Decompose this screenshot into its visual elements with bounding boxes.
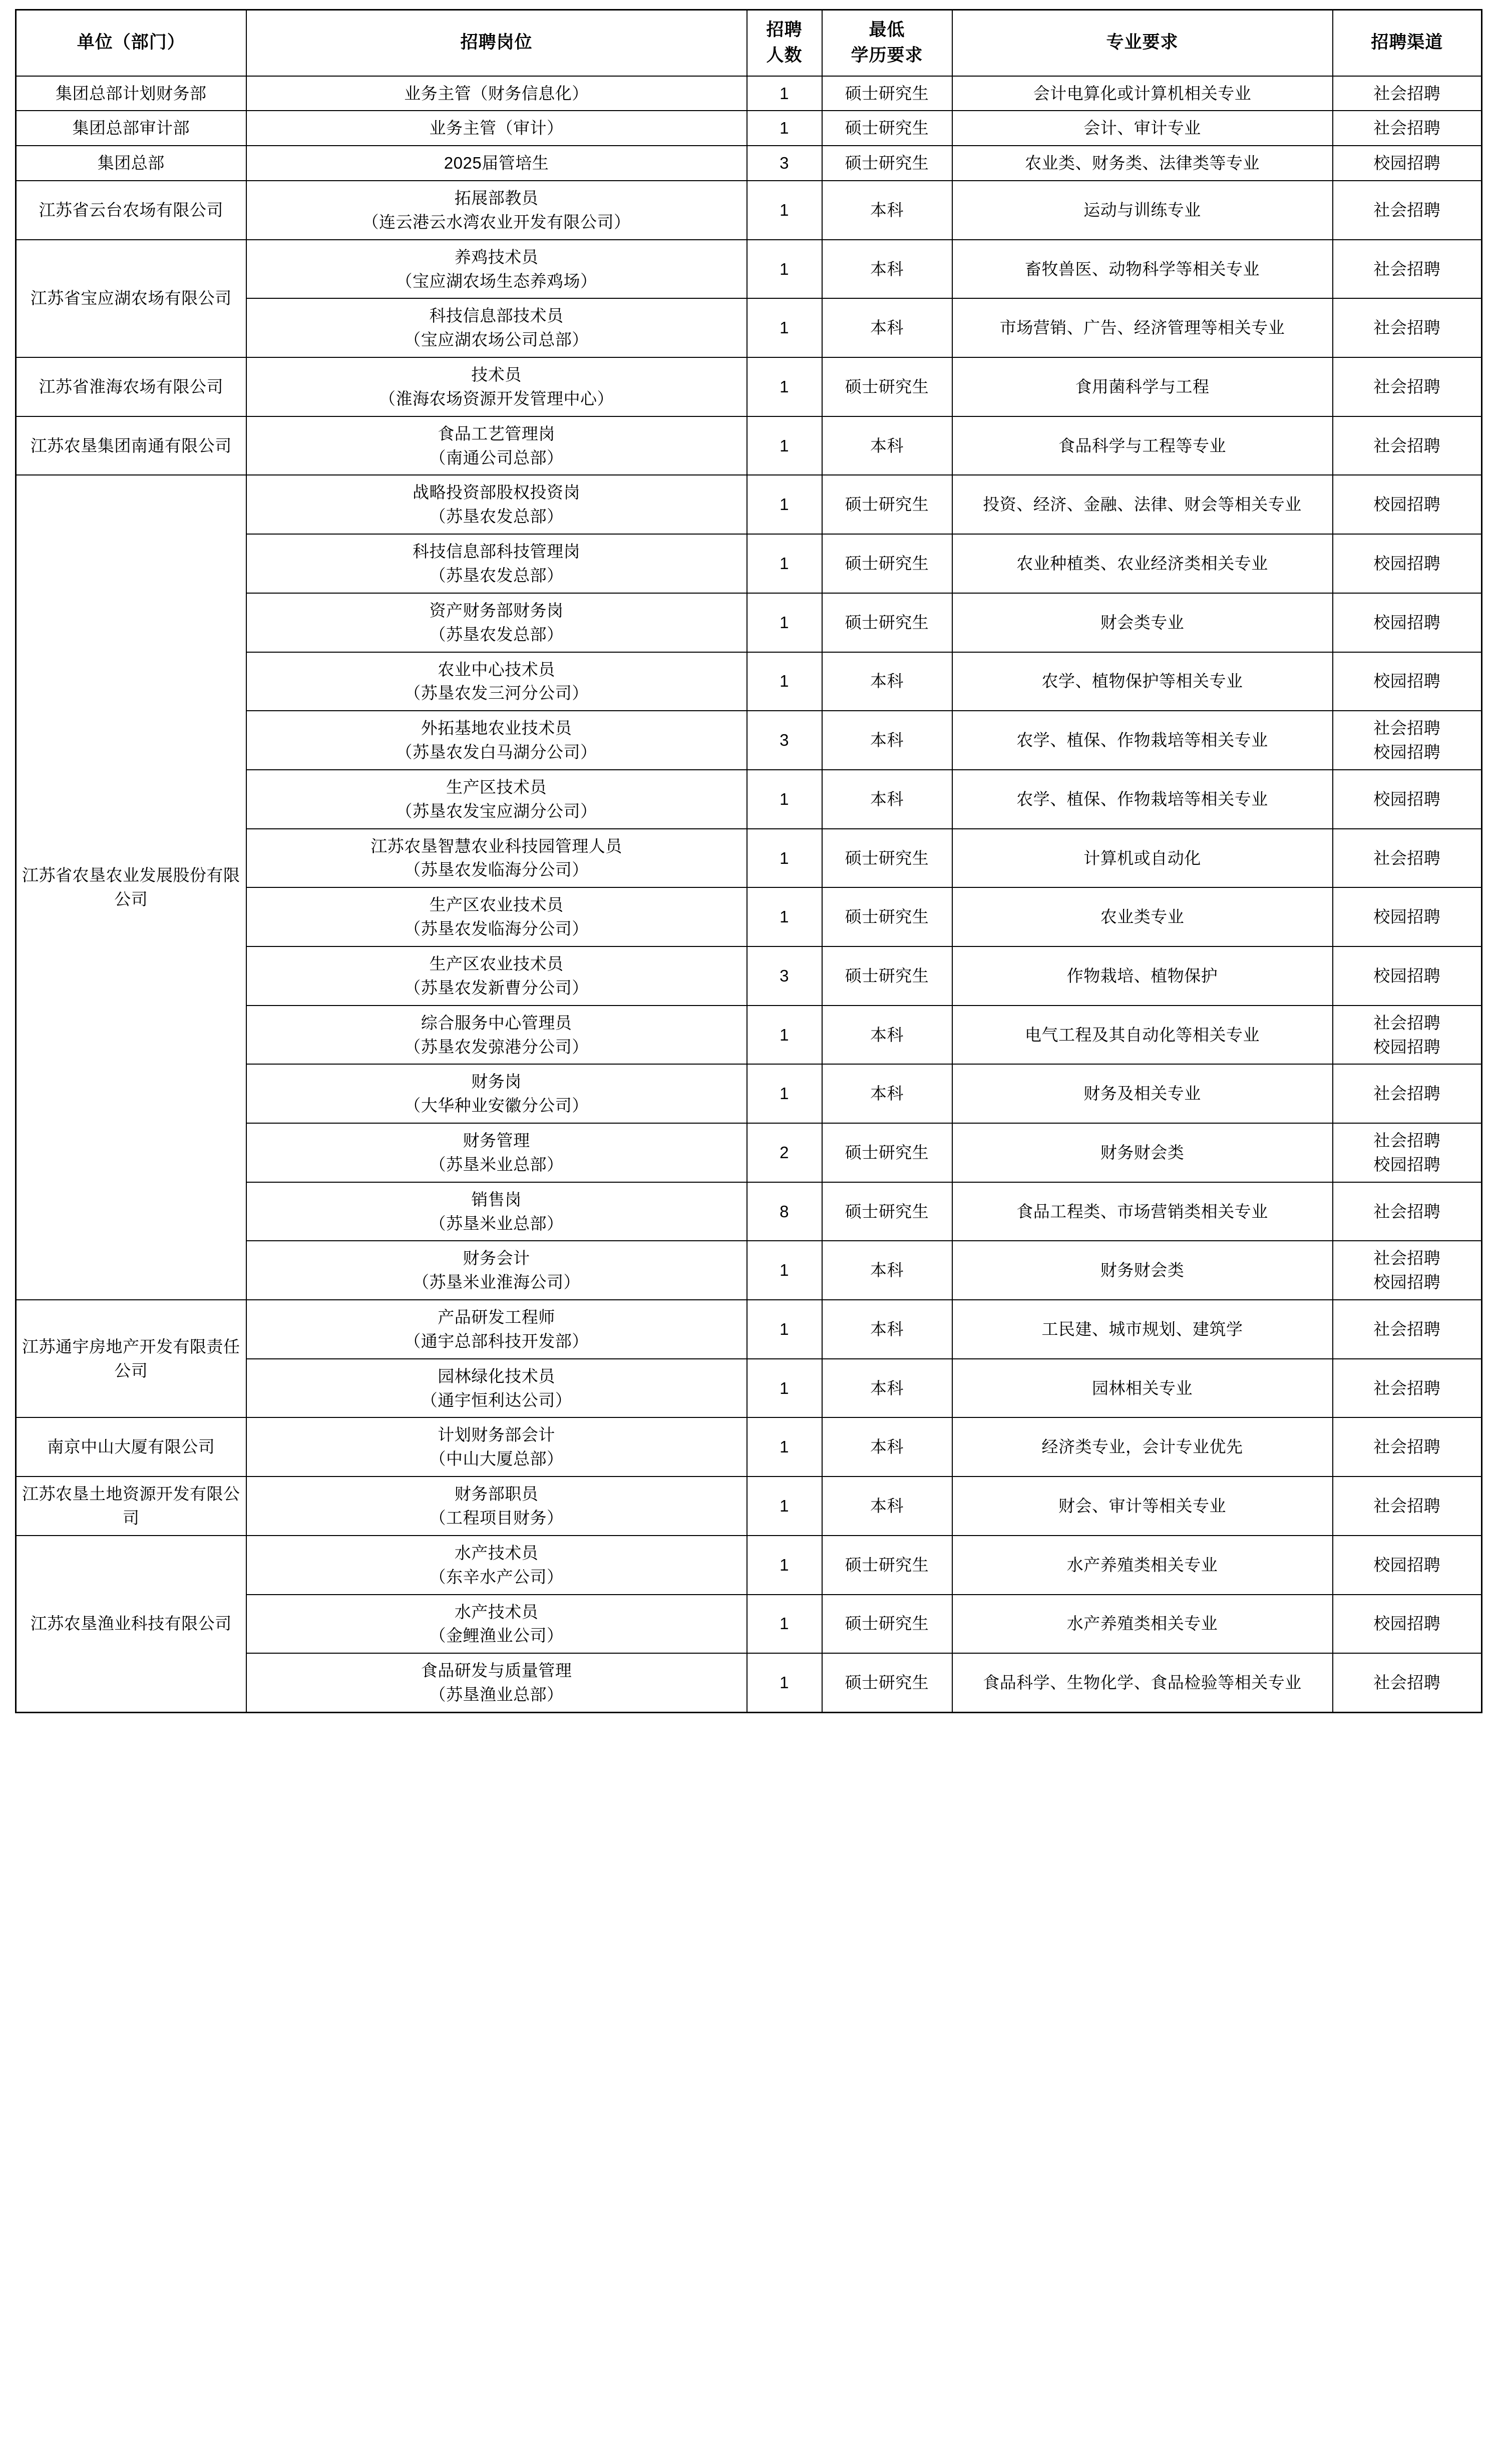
- cell-unit: 江苏农垦集团南通有限公司: [16, 416, 246, 475]
- cell-major: 运动与训练专业: [952, 181, 1333, 240]
- cell-channel: [1333, 1476, 1482, 1536]
- cell-major: 农业种植类、农业经济类相关专业: [952, 534, 1333, 593]
- post-title: 水产技术员: [454, 1602, 539, 1621]
- post-department: （苏垦农发总部）: [429, 507, 564, 526]
- cell-count: 1: [747, 829, 822, 888]
- cell-unit: 南京中山大厦有限公司: [16, 1417, 246, 1476]
- post-department: （苏垦农发临海分公司）: [404, 919, 589, 938]
- cell-count: 1: [747, 240, 822, 299]
- cell-post: [246, 357, 747, 416]
- post-title: 业务主管（财务信息化）: [404, 84, 589, 103]
- channel-line: 社会招聘: [1373, 259, 1441, 278]
- channel-line: 社会招聘: [1373, 1378, 1441, 1397]
- channel-line: 校园招聘: [1373, 1037, 1441, 1056]
- channel-line: 社会招聘: [1373, 1320, 1441, 1339]
- cell-channel: [1333, 416, 1482, 475]
- post-department: （宝应湖农场公司总部）: [404, 330, 589, 349]
- cell-major: 投资、经济、金融、法律、财会等相关专业: [952, 475, 1333, 534]
- column-header-unit: 单位（部门）: [16, 10, 246, 76]
- cell-education: 硕士研究生: [822, 76, 952, 111]
- cell-count: 1: [747, 1064, 822, 1123]
- cell-count: 3: [747, 946, 822, 1006]
- channel-line: 校园招聘: [1373, 554, 1441, 573]
- cell-major: 农学、植保、作物栽培等相关专业: [952, 711, 1333, 770]
- channel-line: 校园招聘: [1373, 613, 1441, 632]
- cell-channel: [1333, 1417, 1482, 1476]
- channel-line: 社会招聘: [1373, 1673, 1441, 1692]
- post-department: （苏垦米业总部）: [429, 1214, 564, 1233]
- post-title: 财务会计: [463, 1249, 530, 1268]
- cell-education: 本科: [822, 1476, 952, 1536]
- table-header: [16, 10, 1482, 76]
- table-row: [16, 1536, 1482, 1595]
- cell-channel: [1333, 146, 1482, 181]
- post-department: （苏垦米业淮海公司）: [413, 1273, 580, 1292]
- post-department: （通宇总部科技开发部）: [404, 1331, 589, 1350]
- channel-line: 社会招聘: [1373, 436, 1441, 455]
- post-department: （苏垦农发三河分公司）: [404, 684, 589, 703]
- channel-line: 校园招聘: [1373, 966, 1441, 985]
- cell-count: 1: [747, 1417, 822, 1476]
- table-row: [16, 181, 1482, 240]
- cell-major: 园林相关专业: [952, 1359, 1333, 1418]
- post-department: （苏垦农发总部）: [429, 625, 564, 644]
- cell-education: 本科: [822, 1006, 952, 1065]
- column-header-post: 招聘岗位: [246, 10, 747, 76]
- channel-line: 社会招聘: [1373, 1202, 1441, 1221]
- channel-line: 校园招聘: [1373, 1273, 1441, 1292]
- table-row: [16, 76, 1482, 111]
- post-department: （金鲤渔业公司）: [429, 1626, 564, 1645]
- cell-major: 水产养殖类相关专业: [952, 1595, 1333, 1654]
- cell-education: 硕士研究生: [822, 946, 952, 1006]
- cell-channel: [1333, 475, 1482, 534]
- cell-unit: 集团总部: [16, 146, 246, 181]
- cell-major: 食品工程类、市场营销类相关专业: [952, 1182, 1333, 1241]
- post-department: （苏垦农发总部）: [429, 566, 564, 585]
- cell-channel: [1333, 111, 1482, 146]
- cell-education: 本科: [822, 240, 952, 299]
- post-title: 农业中心技术员: [438, 660, 555, 679]
- column-header-education: [822, 10, 952, 76]
- cell-unit: 集团总部计划财务部: [16, 76, 246, 111]
- cell-post: [246, 416, 747, 475]
- post-title: 水产技术员: [454, 1543, 539, 1562]
- post-department: （中山大厦总部）: [429, 1449, 564, 1468]
- post-title: 江苏农垦智慧农业科技园管理人员: [370, 836, 622, 855]
- post-title: 生产区技术员: [446, 777, 547, 796]
- cell-unit: 江苏省淮海农场有限公司: [16, 357, 246, 416]
- cell-major: 财会、审计等相关专业: [952, 1476, 1333, 1536]
- table-header-row: [16, 10, 1482, 76]
- table-row: [16, 357, 1482, 416]
- cell-post: [246, 946, 747, 1006]
- cell-major: 电气工程及其自动化等相关专业: [952, 1006, 1333, 1065]
- cell-major: 食品科学与工程等专业: [952, 416, 1333, 475]
- cell-post: [246, 76, 747, 111]
- cell-education: 硕士研究生: [822, 146, 952, 181]
- cell-major: 农学、植保、作物栽培等相关专业: [952, 770, 1333, 829]
- column-header-education-line1: 最低: [869, 20, 905, 40]
- channel-line: 校园招聘: [1373, 743, 1441, 762]
- cell-education: 本科: [822, 1417, 952, 1476]
- post-department: （苏垦农发新曹分公司）: [404, 978, 589, 997]
- cell-major: 农学、植物保护等相关专业: [952, 652, 1333, 711]
- post-title: 2025届管培生: [444, 154, 549, 173]
- cell-channel: [1333, 1182, 1482, 1241]
- channel-line: 社会招聘: [1373, 1013, 1441, 1032]
- cell-education: 硕士研究生: [822, 829, 952, 888]
- cell-count: 1: [747, 181, 822, 240]
- cell-major: 食品科学、生物化学、食品检验等相关专业: [952, 1653, 1333, 1712]
- cell-count: 1: [747, 111, 822, 146]
- cell-education: 硕士研究生: [822, 1182, 952, 1241]
- cell-count: 1: [747, 534, 822, 593]
- cell-education: 硕士研究生: [822, 1653, 952, 1712]
- post-department: （连云港云水湾农业开发有限公司）: [362, 212, 631, 231]
- cell-count: 1: [747, 475, 822, 534]
- channel-line: 社会招聘: [1373, 1497, 1441, 1516]
- table-row: [16, 416, 1482, 475]
- post-title: 科技信息部技术员: [429, 306, 564, 325]
- cell-major: 作物栽培、植物保护: [952, 946, 1333, 1006]
- cell-post: [246, 181, 747, 240]
- cell-channel: [1333, 240, 1482, 299]
- cell-count: 3: [747, 711, 822, 770]
- cell-post: [246, 146, 747, 181]
- cell-major: 市场营销、广告、经济管理等相关专业: [952, 298, 1333, 357]
- cell-count: 1: [747, 1241, 822, 1300]
- cell-channel: [1333, 1359, 1482, 1418]
- channel-line: 校园招聘: [1373, 1555, 1441, 1574]
- cell-unit: 江苏省宝应湖农场有限公司: [16, 240, 246, 357]
- cell-post: [246, 593, 747, 652]
- channel-line: 社会招聘: [1373, 848, 1441, 867]
- cell-post: [246, 1653, 747, 1712]
- cell-education: 硕士研究生: [822, 593, 952, 652]
- cell-count: 3: [747, 146, 822, 181]
- cell-post: [246, 1300, 747, 1359]
- post-department: （苏垦农发临海分公司）: [404, 860, 589, 879]
- cell-education: 本科: [822, 1241, 952, 1300]
- cell-major: 农业类专业: [952, 887, 1333, 946]
- channel-line: 社会招聘: [1373, 119, 1441, 138]
- channel-line: 社会招聘: [1373, 318, 1441, 337]
- cell-channel: [1333, 76, 1482, 111]
- channel-line: 社会招聘: [1373, 377, 1441, 396]
- cell-channel: [1333, 652, 1482, 711]
- cell-post: [246, 1595, 747, 1654]
- post-title: 财务部职员: [454, 1485, 539, 1504]
- cell-education: 硕士研究生: [822, 111, 952, 146]
- cell-post: [246, 887, 747, 946]
- channel-line: 校园招聘: [1373, 1614, 1441, 1633]
- cell-count: 1: [747, 593, 822, 652]
- cell-education: 硕士研究生: [822, 887, 952, 946]
- cell-count: 1: [747, 1476, 822, 1536]
- cell-count: 1: [747, 887, 822, 946]
- cell-unit: 江苏通宇房地产开发有限责任公司: [16, 1300, 246, 1417]
- cell-education: 本科: [822, 416, 952, 475]
- post-department: （苏垦农发白马湖分公司）: [396, 743, 597, 762]
- table-body: [16, 76, 1482, 1713]
- cell-channel: [1333, 1536, 1482, 1595]
- cell-major: 经济类专业，会计专业优先: [952, 1417, 1333, 1476]
- cell-channel: [1333, 887, 1482, 946]
- recruitment-table: [15, 9, 1482, 1713]
- column-header-channel: 招聘渠道: [1333, 10, 1482, 76]
- table-row: [16, 1300, 1482, 1359]
- column-header-education-line2: 学历要求: [851, 45, 923, 65]
- post-department: （大华种业安徽分公司）: [404, 1096, 589, 1115]
- cell-education: 本科: [822, 1064, 952, 1123]
- cell-post: [246, 1536, 747, 1595]
- channel-line: 社会招聘: [1373, 1437, 1441, 1456]
- cell-post: [246, 1006, 747, 1065]
- table-row: [16, 146, 1482, 181]
- post-title: 食品研发与质量管理: [421, 1661, 572, 1680]
- cell-count: 1: [747, 1359, 822, 1418]
- cell-post: [246, 770, 747, 829]
- cell-major: 农业类、财务类、法律类等专业: [952, 146, 1333, 181]
- post-title: 食品工艺管理岗: [438, 424, 555, 443]
- cell-major: 会计、审计专业: [952, 111, 1333, 146]
- cell-count: 2: [747, 1123, 822, 1182]
- cell-post: [246, 1123, 747, 1182]
- cell-major: 食用菌科学与工程: [952, 357, 1333, 416]
- cell-count: 1: [747, 298, 822, 357]
- cell-major: 会计电算化或计算机相关专业: [952, 76, 1333, 111]
- post-title: 外拓基地农业技术员: [421, 719, 572, 738]
- cell-channel: [1333, 357, 1482, 416]
- post-title: 拓展部教员: [454, 189, 539, 208]
- cell-count: 1: [747, 770, 822, 829]
- cell-channel: [1333, 298, 1482, 357]
- post-department: （东辛水产公司）: [429, 1567, 564, 1586]
- post-title: 生产区农业技术员: [429, 895, 564, 914]
- post-title: 科技信息部科技管理岗: [413, 542, 580, 561]
- cell-unit: 江苏省农垦农业发展股份有限公司: [16, 475, 246, 1300]
- cell-channel: [1333, 1241, 1482, 1300]
- post-title: 养鸡技术员: [454, 247, 539, 266]
- cell-unit: 集团总部审计部: [16, 111, 246, 146]
- cell-count: 1: [747, 1536, 822, 1595]
- cell-unit: 江苏省云台农场有限公司: [16, 181, 246, 240]
- cell-count: 1: [747, 1006, 822, 1065]
- cell-education: 本科: [822, 1300, 952, 1359]
- post-title: 资产财务部财务岗: [429, 601, 564, 620]
- cell-channel: [1333, 1595, 1482, 1654]
- cell-major: 工民建、城市规划、建筑学: [952, 1300, 1333, 1359]
- cell-post: [246, 1476, 747, 1536]
- post-department: （苏垦农发弶港分公司）: [404, 1037, 589, 1056]
- cell-count: 1: [747, 1595, 822, 1654]
- cell-channel: [1333, 829, 1482, 888]
- cell-channel: [1333, 1300, 1482, 1359]
- cell-channel: [1333, 711, 1482, 770]
- cell-post: [246, 1417, 747, 1476]
- table-row: [16, 475, 1482, 534]
- post-department: （苏垦渔业总部）: [429, 1685, 564, 1704]
- cell-channel: [1333, 593, 1482, 652]
- cell-channel: [1333, 1006, 1482, 1065]
- cell-major: 计算机或自动化: [952, 829, 1333, 888]
- cell-channel: [1333, 534, 1482, 593]
- post-title: 业务主管（审计）: [429, 119, 564, 138]
- cell-channel: [1333, 1064, 1482, 1123]
- table-row: [16, 1476, 1482, 1536]
- post-department: （淮海农场资源开发管理中心）: [379, 389, 614, 408]
- post-title: 计划财务部会计: [438, 1425, 555, 1444]
- cell-education: 硕士研究生: [822, 475, 952, 534]
- cell-count: 1: [747, 652, 822, 711]
- post-department: （苏垦米业总部）: [429, 1155, 564, 1174]
- table-row: [16, 1417, 1482, 1476]
- cell-post: [246, 534, 747, 593]
- cell-major: 水产养殖类相关专业: [952, 1536, 1333, 1595]
- cell-education: 硕士研究生: [822, 1536, 952, 1595]
- table-row: [16, 111, 1482, 146]
- cell-channel: [1333, 946, 1482, 1006]
- cell-channel: [1333, 1123, 1482, 1182]
- post-department: （通宇恒利达公司）: [421, 1390, 572, 1409]
- post-department: （宝应湖农场生态养鸡场）: [396, 271, 597, 290]
- cell-post: [246, 711, 747, 770]
- post-title: 综合服务中心管理员: [421, 1013, 572, 1032]
- channel-line: 社会招聘: [1373, 1131, 1441, 1150]
- post-title: 园林绿化技术员: [438, 1366, 555, 1385]
- cell-count: 1: [747, 416, 822, 475]
- cell-post: [246, 475, 747, 534]
- post-title: 财务管理: [463, 1131, 530, 1150]
- post-department: （南通公司总部）: [429, 448, 564, 467]
- post-title: 战略投资部股权投资岗: [413, 483, 580, 502]
- cell-post: [246, 1064, 747, 1123]
- channel-line: 社会招聘: [1373, 719, 1441, 738]
- cell-channel: [1333, 181, 1482, 240]
- post-department: （工程项目财务）: [429, 1509, 564, 1527]
- cell-major: 畜牧兽医、动物科学等相关专业: [952, 240, 1333, 299]
- channel-line: 校园招聘: [1373, 1155, 1441, 1174]
- column-header-count: [747, 10, 822, 76]
- post-title: 生产区农业技术员: [429, 954, 564, 973]
- cell-education: 本科: [822, 298, 952, 357]
- cell-major: 财务财会类: [952, 1241, 1333, 1300]
- table-row: [16, 240, 1482, 299]
- cell-education: 本科: [822, 770, 952, 829]
- channel-line: 社会招聘: [1373, 200, 1441, 219]
- cell-major: 财务及相关专业: [952, 1064, 1333, 1123]
- cell-education: 硕士研究生: [822, 534, 952, 593]
- channel-line: 社会招聘: [1373, 1084, 1441, 1103]
- cell-education: 本科: [822, 711, 952, 770]
- cell-count: 1: [747, 76, 822, 111]
- channel-line: 校园招聘: [1373, 789, 1441, 808]
- cell-channel: [1333, 770, 1482, 829]
- cell-post: [246, 1241, 747, 1300]
- cell-count: 1: [747, 357, 822, 416]
- post-department: （苏垦农发宝应湖分公司）: [396, 801, 597, 820]
- cell-post: [246, 1182, 747, 1241]
- cell-education: 硕士研究生: [822, 357, 952, 416]
- cell-major: 财会类专业: [952, 593, 1333, 652]
- cell-post: [246, 1359, 747, 1418]
- cell-education: 本科: [822, 652, 952, 711]
- cell-education: 硕士研究生: [822, 1595, 952, 1654]
- cell-count: 1: [747, 1653, 822, 1712]
- cell-post: [246, 111, 747, 146]
- cell-channel: [1333, 1653, 1482, 1712]
- cell-major: 财务财会类: [952, 1123, 1333, 1182]
- post-title: 财务岗: [471, 1072, 522, 1091]
- cell-unit: 江苏农垦土地资源开发有限公司: [16, 1476, 246, 1536]
- cell-count: 1: [747, 1300, 822, 1359]
- cell-education: 本科: [822, 1359, 952, 1418]
- cell-unit: 江苏农垦渔业科技有限公司: [16, 1536, 246, 1713]
- cell-education: 硕士研究生: [822, 1123, 952, 1182]
- cell-education: 本科: [822, 181, 952, 240]
- post-title: 技术员: [471, 365, 522, 384]
- channel-line: 校园招聘: [1373, 154, 1441, 173]
- column-header-major: 专业要求: [952, 10, 1333, 76]
- post-title: 产品研发工程师: [438, 1308, 555, 1327]
- channel-line: 校园招聘: [1373, 907, 1441, 926]
- channel-line: 社会招聘: [1373, 1249, 1441, 1268]
- cell-count: 8: [747, 1182, 822, 1241]
- post-title: 销售岗: [471, 1190, 522, 1209]
- column-header-count-line1: 招聘: [766, 20, 803, 40]
- cell-post: [246, 829, 747, 888]
- cell-post: [246, 240, 747, 299]
- cell-post: [246, 298, 747, 357]
- cell-post: [246, 652, 747, 711]
- channel-line: 校园招聘: [1373, 495, 1441, 514]
- column-header-count-line2: 人数: [766, 45, 803, 65]
- channel-line: 校园招聘: [1373, 672, 1441, 691]
- channel-line: 社会招聘: [1373, 84, 1441, 103]
